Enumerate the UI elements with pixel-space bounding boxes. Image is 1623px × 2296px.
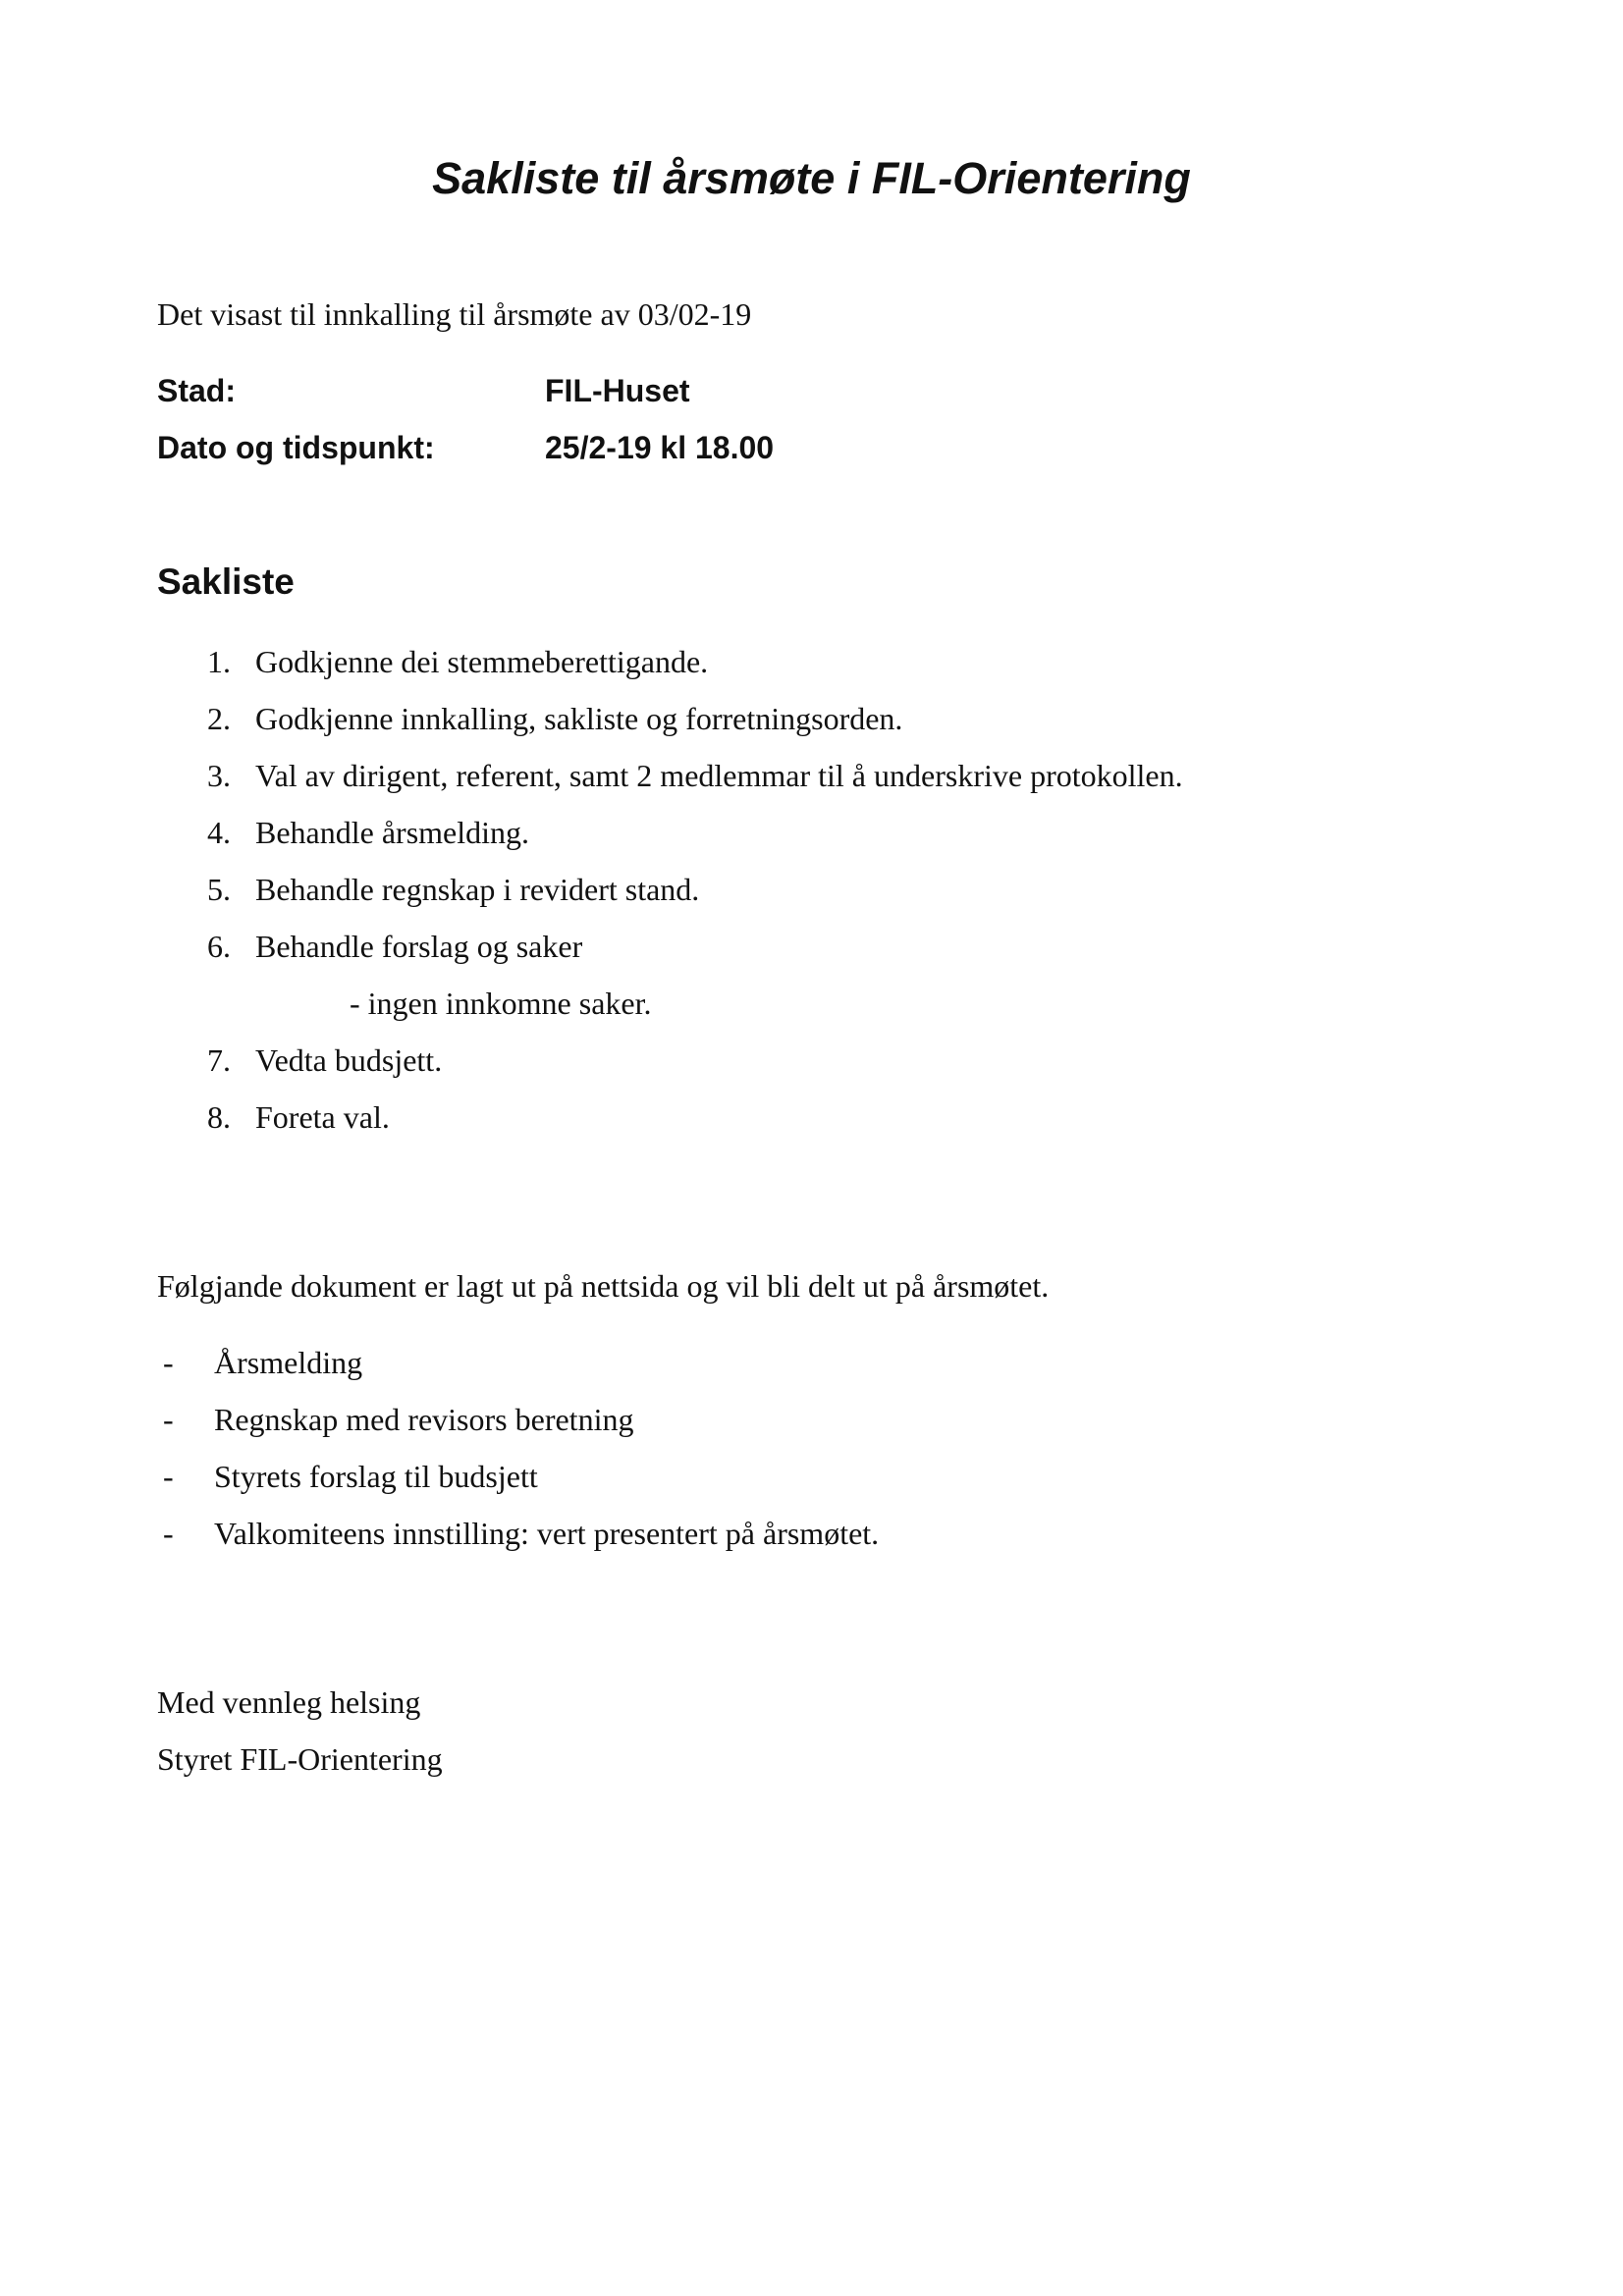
- closing-signature: Styret FIL-Orientering: [157, 1741, 443, 1777]
- agenda-item-text: Behandle forslag og saker: [255, 929, 583, 964]
- list-dash: -: [163, 1459, 174, 1494]
- place-value: FIL-Huset: [545, 373, 690, 408]
- agenda-item-number: 5.: [207, 872, 231, 907]
- agenda-item-text: Foreta val.: [255, 1099, 390, 1135]
- agenda-item: [0, 870, 1375, 909]
- agenda-item: [0, 927, 1375, 966]
- agenda-item-number: 6.: [207, 929, 231, 964]
- agenda-item: [0, 813, 1375, 852]
- agenda-item: [0, 1097, 1375, 1137]
- agenda-heading: Sakliste: [157, 561, 295, 602]
- agenda-item-number: 7.: [207, 1042, 231, 1078]
- document-list-item-text: Valkomiteens innstilling: vert presentert på årsmøtet.: [214, 1516, 880, 1551]
- agenda-item: [0, 642, 1375, 681]
- intro-text: Det visast til innkalling til årsmøte av 03/02-19: [157, 296, 752, 332]
- document-title: Sakliste til årsmøte i FIL-Orientering: [432, 153, 1191, 203]
- documents-intro: Følgjande dokument er lagt ut på nettsida og vil bli delt ut på årsmøtet.: [157, 1268, 1050, 1304]
- agenda-item-number: 8.: [207, 1099, 231, 1135]
- agenda-item-number: 3.: [207, 758, 231, 793]
- agenda-item: [0, 756, 1375, 795]
- agenda-item-number: 2.: [207, 701, 231, 736]
- document-list-item-text: Årsmelding: [214, 1345, 363, 1380]
- document-list-item: [0, 1400, 1375, 1439]
- agenda-item-text: Godkjenne innkalling, sakliste og forretningsorden.: [255, 701, 903, 736]
- document-list-item: [0, 1457, 1375, 1496]
- agenda-item: [0, 1041, 1375, 1080]
- agenda-item-text: Godkjenne dei stemmeberettigande.: [255, 644, 709, 679]
- agenda-item-number: 1.: [207, 644, 231, 679]
- agenda-item-text: Vedta budsjett.: [255, 1042, 443, 1078]
- datetime-label: Dato og tidspunkt:: [157, 430, 435, 465]
- agenda-item-text: Val av dirigent, referent, samt 2 medlemmar til å underskrive protokollen.: [255, 758, 1183, 793]
- agenda-item-subnote: - ingen innkomne saker.: [350, 986, 652, 1021]
- place-label: Stad:: [157, 373, 236, 408]
- agenda-item: [0, 699, 1375, 738]
- datetime-value: 25/2-19 kl 18.00: [545, 430, 775, 465]
- document-list-item-text: Styrets forslag til budsjett: [214, 1459, 538, 1494]
- agenda-item-text: Behandle regnskap i revidert stand.: [255, 872, 700, 907]
- list-dash: -: [163, 1345, 174, 1380]
- list-dash: -: [163, 1402, 174, 1437]
- list-dash: -: [163, 1516, 174, 1551]
- document-list-item-text: Regnskap med revisors beretning: [214, 1402, 634, 1437]
- document-list-item: [0, 1343, 1375, 1382]
- agenda-item-number: 4.: [207, 815, 231, 850]
- agenda-item-text: Behandle årsmelding.: [255, 815, 530, 850]
- closing-greeting: Med vennleg helsing: [157, 1684, 421, 1720]
- document-list-item: [0, 1514, 1375, 1553]
